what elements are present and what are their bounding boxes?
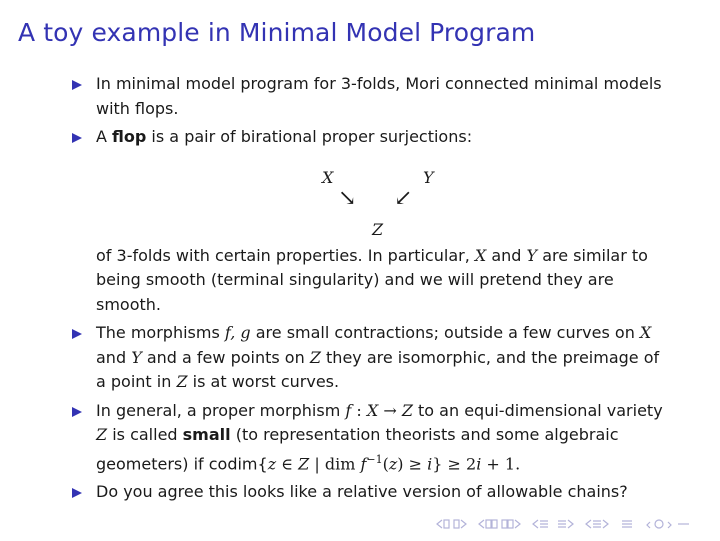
subsection-up-icon[interactable] [586, 520, 608, 528]
section-next-icon[interactable] [558, 520, 573, 528]
bullet-text: In minimal model program for 3-folds, Mori connected minimal models with flops. [96, 74, 662, 118]
bullet-item-2: A flop is a pair of birational proper surjections: [72, 125, 672, 150]
section-prev-icon[interactable] [533, 520, 548, 528]
bullet-item-5: Do you agree this looks like a relative version of allowable chains? [72, 480, 672, 505]
diagram-Z: Z [372, 219, 384, 239]
subsection-prev-icon[interactable] [479, 520, 497, 528]
bullet-triangle-icon [72, 407, 82, 417]
bullet-triangle-icon [72, 488, 82, 498]
frame-prev-icon[interactable] [437, 520, 449, 528]
search-icon[interactable] [647, 520, 689, 528]
beamer-navigation-bar [434, 517, 702, 531]
continuation-paragraph: of 3-folds with certain properties. In particular, X and Y are similar to being smooth (terminal singularity) and we will pretend they are smooth. [96, 245, 648, 314]
arrow-down-left-icon: ↙ [394, 185, 413, 211]
diagram-X: X [322, 167, 334, 187]
term-flop: flop [112, 127, 147, 146]
bullet-item-3: The morphisms f, g are small contractions; outside a few curves on X and Y and a few points on Z they are isomorphic, and the preimage of a point in Z is at worst curves. [72, 321, 672, 395]
bullet-triangle-icon [72, 329, 82, 339]
bullet-item-4: In general, a proper morphism f : X → Z to an equi-dimensional variety Z is called small (to representation theorists and some algebraic geometers) if codim{z ∈ Z | dim $f^{-1}(z) \ge i\} \ge 2i + 1$. [72, 399, 672, 477]
slide-content [72, 72, 672, 505]
slide-title: A toy example in Minimal Model Program [18, 18, 536, 47]
bullet-item-1 [72, 72, 672, 121]
flop-diagram [72, 150, 672, 244]
frame-next-icon[interactable] [454, 520, 466, 528]
term-small: small [182, 425, 231, 444]
bullet-triangle-icon [72, 133, 82, 143]
align-icon[interactable] [622, 521, 632, 527]
subsection-next-icon[interactable] [502, 520, 520, 528]
bullet-triangle-icon [72, 80, 82, 90]
diagram-Y: Y [423, 167, 434, 187]
arrow-down-right-icon: ↘ [338, 185, 357, 211]
